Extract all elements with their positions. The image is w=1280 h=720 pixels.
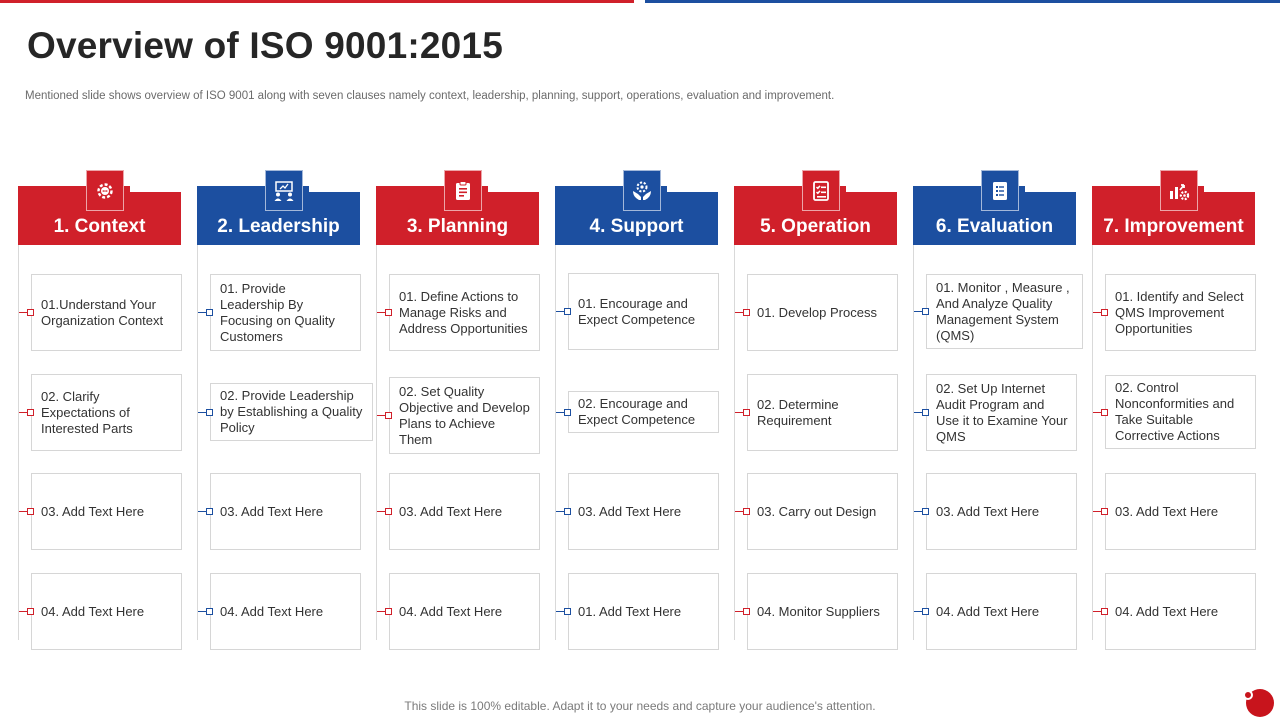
column-connector-line bbox=[555, 230, 556, 640]
clause-item: 01.Understand Your Organization Context bbox=[31, 274, 182, 351]
clause-column-operation bbox=[734, 170, 898, 660]
clause-item: 01. Define Actions to Manage Risks and Address Opportunities bbox=[389, 274, 540, 351]
clause-item: 01. Add Text Here bbox=[568, 573, 719, 650]
top-accent-bar-blue bbox=[645, 0, 1280, 3]
clause-item: 04. Add Text Here bbox=[1105, 573, 1256, 650]
clause-header: 7. Improvement bbox=[1092, 192, 1255, 245]
clause-item: 01. Encourage and Expect Competence bbox=[568, 273, 719, 350]
clause-column-context bbox=[18, 170, 182, 660]
growth-chart-gear-icon bbox=[1160, 170, 1198, 211]
clause-item: 02. Set Up Internet Audit Program and Use it to Examine Your QMS bbox=[926, 374, 1077, 451]
clause-item: 03. Add Text Here bbox=[389, 473, 540, 550]
column-connector-line bbox=[734, 230, 735, 640]
clipboard-icon bbox=[444, 170, 482, 211]
column-connector-line bbox=[18, 230, 19, 640]
clause-header: 2. Leadership bbox=[197, 192, 360, 245]
gear-chat-icon bbox=[86, 170, 124, 211]
footer-note: This slide is 100% editable. Adapt it to your needs and capture your audience's attention. bbox=[404, 699, 876, 713]
clause-header: 1. Context bbox=[18, 192, 181, 245]
presentation-leader-icon bbox=[265, 170, 303, 211]
clause-item: 03. Add Text Here bbox=[1105, 473, 1256, 550]
hands-gear-icon bbox=[623, 170, 661, 211]
column-connector-line bbox=[376, 230, 377, 640]
clause-column-support bbox=[555, 170, 719, 660]
clause-item: 01. Identify and Select QMS Improvement Opportunities bbox=[1105, 274, 1256, 351]
checklist-icon bbox=[802, 170, 840, 211]
clause-header: 6. Evaluation bbox=[913, 192, 1076, 245]
clause-item: 02. Encourage and Expect Competence bbox=[568, 391, 719, 433]
clause-item: 02. Set Quality Objective and Develop Plans to Achieve Them bbox=[389, 377, 540, 454]
page-title: Overview of ISO 9001:2015 bbox=[27, 25, 503, 66]
clause-item: 02. Determine Requirement bbox=[747, 374, 898, 451]
clause-item: 01. Develop Process bbox=[747, 274, 898, 351]
clause-item: 03. Add Text Here bbox=[926, 473, 1077, 550]
clause-item: 01. Provide Leadership By Focusing on Quality Customers bbox=[210, 274, 361, 351]
clause-item: 04. Monitor Suppliers bbox=[747, 573, 898, 650]
clause-header: 4. Support bbox=[555, 192, 718, 245]
clause-item: 02. Clarify Expectations of Interested Parts bbox=[31, 374, 182, 451]
clause-item: 03. Carry out Design bbox=[747, 473, 898, 550]
clause-item: 04. Add Text Here bbox=[926, 573, 1077, 650]
column-connector-line bbox=[197, 230, 198, 640]
clause-header: 5. Operation bbox=[734, 192, 897, 245]
clause-item: 04. Add Text Here bbox=[210, 573, 361, 650]
clause-item: 03. Add Text Here bbox=[210, 473, 361, 550]
clause-item: 04. Add Text Here bbox=[31, 573, 182, 650]
top-accent-bar-red bbox=[0, 0, 634, 3]
clause-column-evaluation bbox=[913, 170, 1077, 660]
clause-item: 04. Add Text Here bbox=[389, 573, 540, 650]
clause-item: 03. Add Text Here bbox=[568, 473, 719, 550]
corner-logo-dot-icon bbox=[1243, 690, 1253, 700]
clause-item: 02. Control Nonconformities and Take Suitable Corrective Actions bbox=[1105, 375, 1256, 449]
clause-column-improvement bbox=[1092, 170, 1256, 660]
clause-item: 03. Add Text Here bbox=[31, 473, 182, 550]
column-connector-line bbox=[913, 230, 914, 640]
clause-column-leadership bbox=[197, 170, 361, 660]
column-connector-line bbox=[1092, 230, 1093, 640]
clause-column-planning bbox=[376, 170, 540, 660]
clause-item: 01. Monitor , Measure , And Analyze Quality Management System (QMS) bbox=[926, 274, 1083, 349]
clause-header: 3. Planning bbox=[376, 192, 539, 245]
evaluation-list-icon bbox=[981, 170, 1019, 211]
clause-item: 02. Provide Leadership by Establishing a Quality Policy bbox=[210, 383, 373, 441]
page-subtitle: Mentioned slide shows overview of ISO 9001 along with seven clauses namely context, leadership, planning, support, operations, evaluation and improvement. bbox=[25, 90, 835, 102]
